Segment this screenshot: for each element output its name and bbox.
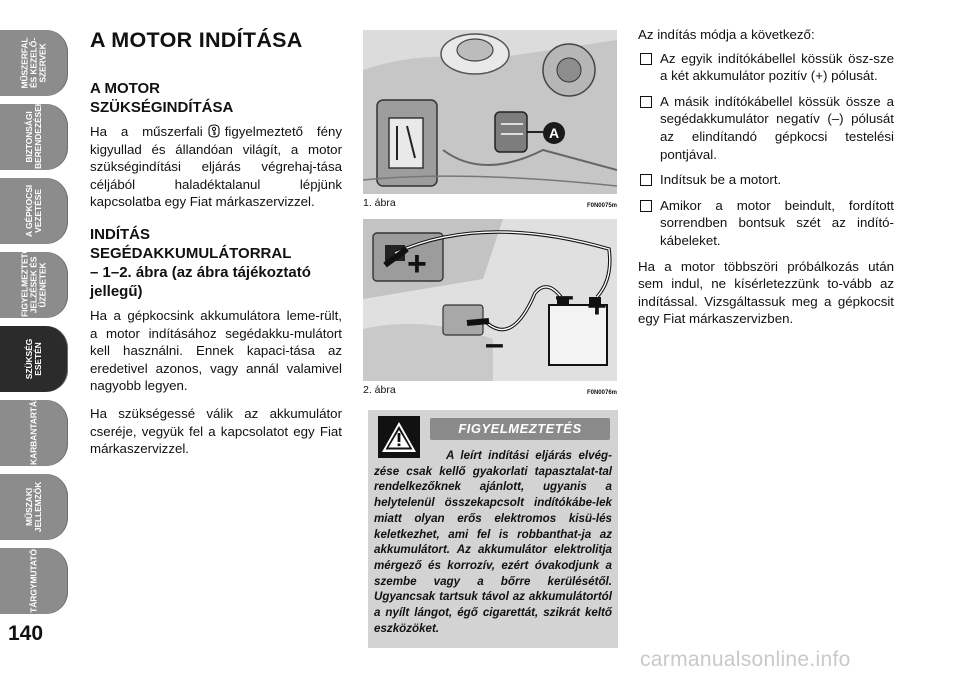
- emergency-start-paragraph: [90, 123, 342, 211]
- tab-biztonsagi[interactable]: [0, 100, 68, 170]
- warning-box: [368, 410, 618, 648]
- tab-figyelmezteto[interactable]: [0, 246, 68, 318]
- page-number: 140: [8, 622, 44, 645]
- procedure-intro: Az indítás módja a következő:: [638, 27, 815, 42]
- tab-targymutato[interactable]: [0, 548, 68, 614]
- right-column: [638, 26, 894, 338]
- figure-code: F0N0075m: [586, 203, 617, 209]
- tab-muszaki-jellemzok[interactable]: [0, 474, 68, 540]
- tab-label: TÁRGYMUTATÓ: [28, 549, 39, 613]
- figure-2-caption: [363, 384, 617, 396]
- tab-label: MŰSZAKI JELLEMZŐK: [24, 481, 43, 533]
- tab-label: KARBANTARTÁS: [28, 395, 39, 465]
- page-title: A MOTOR INDÍTÁSA: [90, 28, 303, 52]
- positive-marker-booster: +: [587, 287, 607, 325]
- tab-gepkocsi-vezetese[interactable]: [0, 178, 68, 244]
- paragraph-text: figyelmeztető fény kigyullad és állandóan világít, a motor szükségindítási eljárás végrehaj-tása céljából haladéktalanul lépjünk kapcsolatba egy Fiat márkaszervizzel.: [90, 124, 343, 210]
- booster-paragraph: Ha a gépkocsink akkumulátora leme-rült, a motor indításához segédakku-mulátort kell használni. Ennek kapaci-tása az eredetivel azonos, vagy annál valamivel nagyobb legyen.: [90, 307, 342, 394]
- engine-bay-illustration: [363, 30, 617, 194]
- checkbox-bullet-icon: [640, 53, 652, 65]
- callout-label: A: [548, 125, 560, 141]
- procedure-step: [638, 171, 894, 189]
- negative-marker-ground: –: [485, 325, 504, 363]
- battery-replacement-paragraph: Ha szükségessé válik az akkumulátor cseréje, vegyük fel a kapcsolatot egy Fiat márkaszervizzel.: [90, 405, 342, 457]
- figure-1-caption: [363, 197, 617, 209]
- section-heading-booster-start: INDÍTÁS SEGÉDAKKUMULÁTORRAL – 1–2. ábra (az ábra tájékoztató jellegű): [90, 225, 311, 300]
- checkbox-bullet-icon: [640, 174, 652, 186]
- figure-label: 1. ábra: [363, 197, 396, 209]
- tab-label: MŰSZERFAL ÉS KEZELŐ- SZERVEK: [19, 37, 48, 89]
- engine-bay-drawing: [363, 30, 617, 194]
- step-text: Indítsuk be a motort.: [660, 172, 782, 188]
- step-text: A másik indítókábellel kössük össze a segédakkumulátor negatív (–) pólusát az elindítandó gépkocsi testelési pontjával.: [660, 93, 894, 162]
- paragraph-text: Ha a műszerfali: [90, 124, 203, 139]
- step-text: Az egyik indítókábellel kössük ösz-sze a két akkumulátor pozitív (+) pólusát.: [660, 50, 894, 84]
- positive-marker-vehicle: +: [407, 245, 427, 283]
- jumper-cable-illustration: [363, 219, 617, 381]
- procedure-step: [638, 50, 894, 85]
- tab-karbantartas[interactable]: [0, 395, 68, 466]
- tab-label: FIGYELMEZTETŐ JELZÉSEK ÉS ÜZENETEK: [19, 246, 48, 317]
- warning-text: A leírt indítási eljárás elvég-zése csak kellő gyakorlati tapasztalat-tal rendelkezőknek ajánlott, ugyanis a helytelenül összekapcsolt indítókábe-lek miatt olyan erős elektromos kisü-lés keletkezhet, ami fel is robbanthat-ja az akkumulátort. Az akkumulátor elektrolitja mérgező és korrozív, ezért óvakodjunk a szembe vagy a bőrre kerülésétől. Ugyancsak tartsuk távol az akkumulátortól a nyílt lángot, égő cigarettát, szikrát keltő eszközöket.: [374, 449, 612, 635]
- figure-code: F0N0076m: [586, 390, 617, 396]
- watermark: carmanualsonline.info: [640, 648, 851, 671]
- tab-szukseg-eseten[interactable]: [0, 326, 68, 392]
- procedure-step: [638, 197, 894, 250]
- figure-2: [363, 219, 617, 396]
- checkbox-bullet-icon: [640, 200, 652, 212]
- key-warning-light-icon: [207, 124, 221, 138]
- callout-a-badge: [543, 122, 565, 144]
- warning-title: FIGYELMEZTETÉS: [430, 418, 610, 440]
- section-heading-emergency-start: A MOTOR SZÜKSÉGINDÍTÁSA: [90, 80, 234, 116]
- tab-label: BIZTONSÁGI BERENDEZÉSEK: [24, 100, 43, 169]
- figure-label: 2. ábra: [363, 384, 396, 396]
- figure-1: [363, 30, 617, 209]
- procedure-outro: Ha a motor többszöri próbálkozás után sem indul, ne kísérletezzünk to-vább az indítással. Vizsgáltassuk meg a gépkocsit egy Fiat márkaszervizben.: [638, 258, 894, 327]
- tab-label: SZÜKSÉG ESETÉN: [24, 338, 43, 380]
- negative-marker-booster: –: [555, 277, 574, 315]
- step-text: Amikor a motor beindult, fordított sorrendben bontsuk szét az indító-kábeleket.: [660, 197, 894, 248]
- tab-muszerfal[interactable]: [0, 30, 68, 96]
- tab-label: A GÉPKOCSI VEZETÉSE: [24, 184, 43, 238]
- checkbox-bullet-icon: [640, 96, 652, 108]
- left-column: [90, 28, 342, 468]
- procedure-step: [638, 93, 894, 163]
